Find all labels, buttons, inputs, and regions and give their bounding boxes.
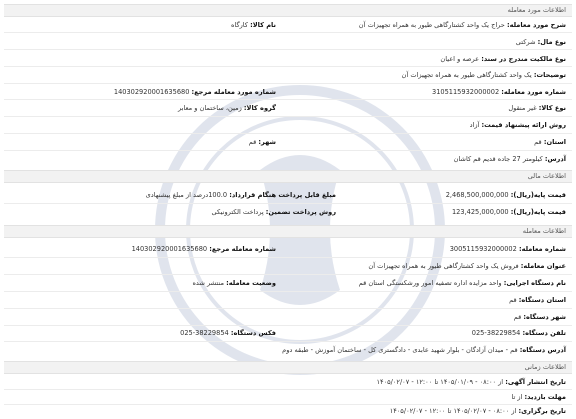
province-row: استان: قم xyxy=(534,138,566,146)
visit-deadline-row: مهلت بازدید: از تا xyxy=(511,393,566,401)
section-header-timing: اطلاعات زمانی xyxy=(4,361,572,374)
item-number-row: شماره مورد معامله: 3105115932000002 xyxy=(432,88,566,96)
divider xyxy=(4,133,572,134)
transaction-ref-number-row: شماره معامله مرجع: 140302920001635680 xyxy=(131,245,276,253)
divider xyxy=(4,308,572,309)
ownership-type-row: نوع مالکیت مندرج در سند: عرصه و اعیان xyxy=(440,55,566,63)
address-row: آدرس: کیلومتر 27 جاده قدیم قم کاشان xyxy=(453,155,566,163)
divider xyxy=(4,49,572,50)
divider xyxy=(4,291,572,292)
agency-city-row: شهر دستگاه: قم xyxy=(513,313,566,321)
goods-type-row: نوع کالا: غیر منقول xyxy=(508,104,566,112)
publish-date-row: تاریخ انتشار آگهی: از ۰۸:۰۰ - ۱۴۰۵/۰۱/۰۹ تا ۱۲:۰۰ - ۱۴۰۵/۰۲/۰۷ xyxy=(376,378,566,386)
city-row: شهر: قم xyxy=(248,138,276,146)
divider xyxy=(4,203,572,204)
divider xyxy=(4,150,572,151)
guarantee-method-row: روش پرداخت تضمین: پرداخت الکترونیکی xyxy=(211,208,336,216)
transaction-number-row: شماره معامله: 3005115932000002 xyxy=(449,245,566,253)
divider xyxy=(4,389,572,390)
agency-fax-row: فکس دستگاه: 38229854-025 xyxy=(180,329,276,337)
item-ref-number-row: شماره مورد معامله مرجع: 140302920001635680 xyxy=(113,88,276,96)
item-description-row: شرح مورد معامله: حراج یک واحد کشتارگاهی طیور به همراه تجهیزات آن xyxy=(358,21,566,29)
divider xyxy=(4,404,572,405)
agency-province-row: استان دستگاه: قم xyxy=(509,296,566,304)
divider xyxy=(4,32,572,33)
divider xyxy=(4,99,572,100)
contract-payment-row: مبلغ قابل پرداخت هنگام قرارداد: 100.0درصد از مبلغ پیشنهادی xyxy=(145,191,336,199)
property-type-row: نوع مال: شرکتی xyxy=(515,38,566,46)
divider xyxy=(4,257,572,258)
agency-phone-row: تلفن دستگاه: 38229854-025 xyxy=(471,329,566,337)
divider xyxy=(4,341,572,342)
item-name-row: نام کالا: کارگاه xyxy=(231,21,276,29)
divider xyxy=(4,66,572,67)
guarantee-price-row: قیمت پایه(ریال): 123,425,000,000 xyxy=(451,208,566,216)
bid-method-row: روش ارائه پیشنهاد قیمت: آزاد xyxy=(469,121,566,129)
section-header-transaction: اطلاعات معامله xyxy=(4,225,572,238)
section-header-financial: اطلاعات مالی xyxy=(4,170,572,183)
agency-address-row: آدرس دستگاه: قم - میدان آزادگان - بلوار شهید عابدی - دادگستری کل - ساختمان آموزش - طبقه دوم xyxy=(282,346,566,354)
goods-group-row: گروه کالا: زمین، ساختمان و معابر xyxy=(178,104,276,112)
divider xyxy=(4,325,572,326)
section-header-item-info: اطلاعات مورد معامله xyxy=(4,4,572,17)
divider xyxy=(4,116,572,117)
holding-date-row: تاریخ برگزاری: از ۰۸:۰۰ - ۱۴۰۵/۰۲/۰۷ تا ۱۲:۰۰ - ۱۴۰۵/۰۲/۰۷ xyxy=(389,407,566,415)
divider xyxy=(4,274,572,275)
agency-name-row: نام دستگاه اجرایی: واحد مزایده اداره تصفیه امور ورشکستگی استان قم xyxy=(358,279,566,287)
divider xyxy=(4,83,572,84)
transaction-title-row: عنوان معامله: فروش یک واحد کشتارگاهی طیور به همراه تجهیزات آن xyxy=(368,262,566,270)
transaction-status-row: وضعیت معامله: منتشر شده xyxy=(192,279,276,287)
base-price-row: قیمت پایه(ریال): 2,468,500,000,000 xyxy=(445,191,566,199)
description-row: توضیحات: یک واحد کشتارگاهی طیور به همراه تجهیزات آن xyxy=(401,71,566,79)
